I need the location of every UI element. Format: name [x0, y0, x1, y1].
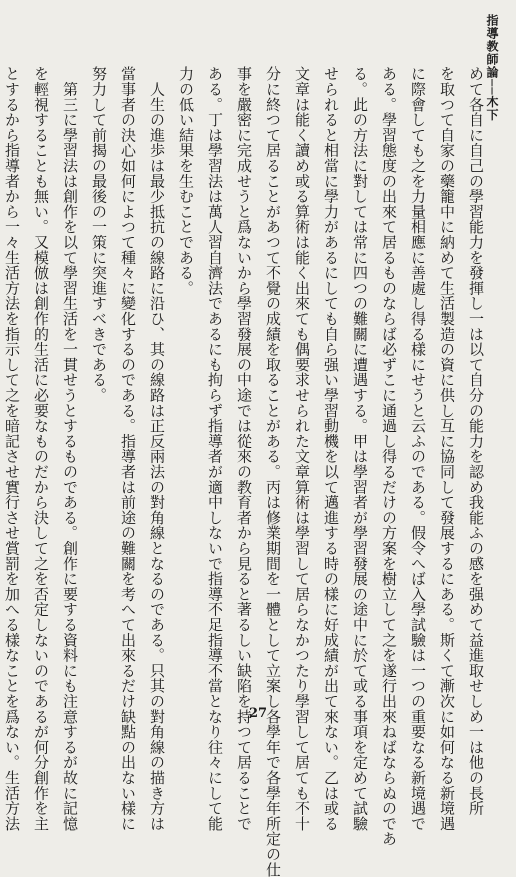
- text-column: 文章は能く讀め或る算術は能く出來ても偶要求せられた文章算術は學習して居らなかつたり學習して居ても不十: [293, 66, 311, 831]
- text-column: 當事者の決心如何によつて種々に變化するのである。指導者は前途の難關を考へて出來るだけ缺點の出ない樣に: [119, 66, 137, 831]
- text-column: を輕視することも無い。又模倣は創作的生活に必要なものだから決して之を否定しないのであるが何分創作を主: [32, 66, 50, 831]
- text-column: ある。學習態度の出來て居るものならば必ずこに通過し得るだけの方案を樹立して之を遂行出來ねばならぬのであ: [380, 66, 398, 847]
- text-column: 分に終つて居ることがあつて不覺の成績を取ることがある。丙は修業期間を一體として立案し各學年で各學年所定の仕: [264, 66, 282, 877]
- text-column: 第三に學習法は創作を以て學習生活を一貫せうとするものである。創作に要する資料にも注意するが故に記憶: [61, 66, 79, 831]
- page-number: 27: [248, 706, 268, 721]
- text-column: に際會しても之を力量相應に善處し得る樣にせうと云ふのである。假令へば入學試驗は一つの重要なる新境遇で: [409, 66, 427, 831]
- running-head: 指導教師論──木下: [485, 14, 499, 122]
- text-column: 人生の進歩は最少抵抗の線路に沿ひ、其の線路は正反兩法の對角線となるのである。只其の對角線の描き方は: [148, 66, 166, 831]
- text-column: ある。丁は學習法は萬人習自濟法であるにも拘らず指導者が適中しないで指導不足指導不當となり往々にして能: [206, 66, 224, 831]
- text-column: 力の低い結果を生むことである。: [177, 66, 195, 296]
- text-column: 努力して前揭の最後の一策に突進すべきである。: [90, 66, 108, 403]
- text-column: を取つて自家の藥籠中に納めて生活製造の資に供し互に協同して發展するにある。斯くて漸次に如何なる新境遇: [438, 66, 456, 831]
- text-column: とするから指導者から一々生活方法を指示して之を暗記させ實行させ賞罰を加へる樣なことを爲ない。生活方法: [3, 66, 21, 831]
- text-column: めて各自に自己の學習能力を發揮し一は以て自分の能力を認め我能ふの感を强めて益進取せしめ一は他の長所: [467, 66, 485, 816]
- text-column: 事を嚴密に完成せうと爲ないから學習發展の中途では從來の教育者から見ると著るしい缺陷を持つて居ることで: [235, 66, 253, 831]
- text-column: る。此の方法に對しては常に四つの難關に遭遇する。甲は學習者が學習發展の途中に於て或る事項を定めて試驗: [351, 66, 369, 831]
- text-column: せられると相當に學力があるにしても自ら强い學習動機を以て邁進する時の樣に好成績が出て來ない。乙は或る: [322, 66, 340, 831]
